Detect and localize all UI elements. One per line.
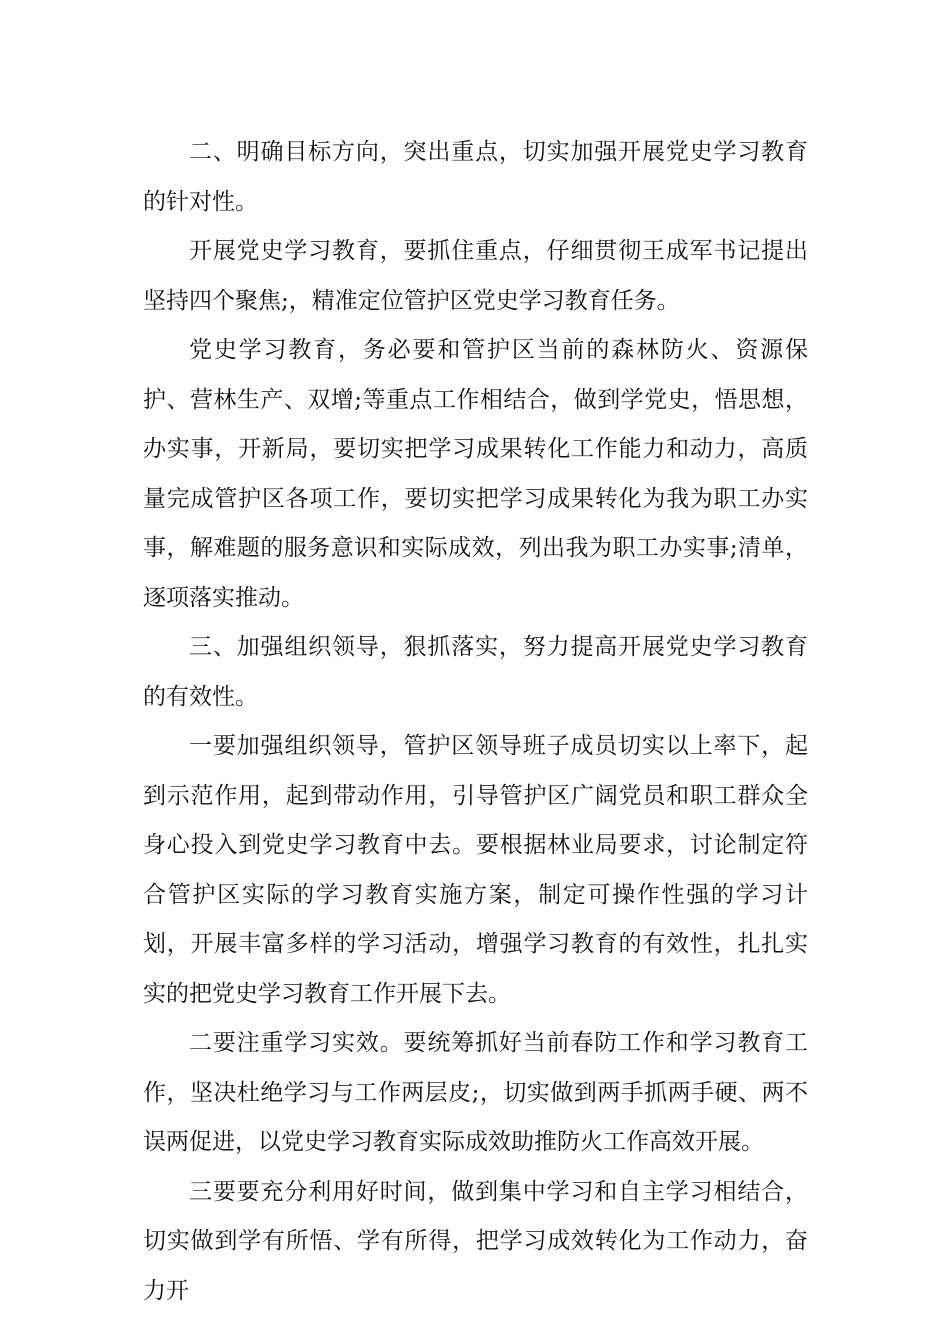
- document-body: [143, 128, 808, 1316]
- paragraph-combine-work: 党史学习教育，务必要和管护区当前的森林防火、资源保护、营林生产、双增;等重点工作相结合，做到学党史，悟思想，办实事，开新局，要切实把学习成果转化工作能力和动力，高质量完成管护区各项工作，要切实把学习成果转化为我为职工办实事，解难题的服务意识和实际成效，列出我为职工办实事;清单，逐项落实推动。: [143, 337, 808, 611]
- paragraph-time-usage: 三要要充分利用好时间，做到集中学习和自主学习相结合，切实做到学有所悟、学有所得，把学习成效转化为工作动力，奋力开: [143, 1178, 808, 1304]
- paragraph-focus-points: 开展党史学习教育，要抓住重点，仔细贯彻王成军书记提出坚持四个聚焦;，精准定位管护区党史学习教育任务。: [143, 238, 808, 314]
- paragraph-section-three-heading: 三、加强组织领导，狠抓落实，努力提高开展党史学习教育的有效性。: [143, 634, 808, 710]
- paragraph-leadership: 一要加强组织领导，管护区领导班子成员切实以上率下，起到示范作用，起到带动作用，引导管护区广阔党员和职工群众全身心投入到党史学习教育中去。要根据林业局要求，讨论制定符合管护区实际的学习教育实施方案，制定可操作性强的学习计划，开展丰富多样的学习活动，增强学习教育的有效性，扎扎实实的把党史学习教育工作开展下去。: [143, 733, 808, 1007]
- paragraph-section-two-heading: 二、明确目标方向，突出重点，切实加强开展党史学习教育的针对性。: [143, 139, 808, 215]
- paragraph-effectiveness: 二要注重学习实效。要统筹抓好当前春防工作和学习教育工作，坚决杜绝学习与工作两层皮;，切实做到两手抓两手硬、两不误两促进，以党史学习教育实际成效助推防火工作高效开展。: [143, 1030, 808, 1155]
